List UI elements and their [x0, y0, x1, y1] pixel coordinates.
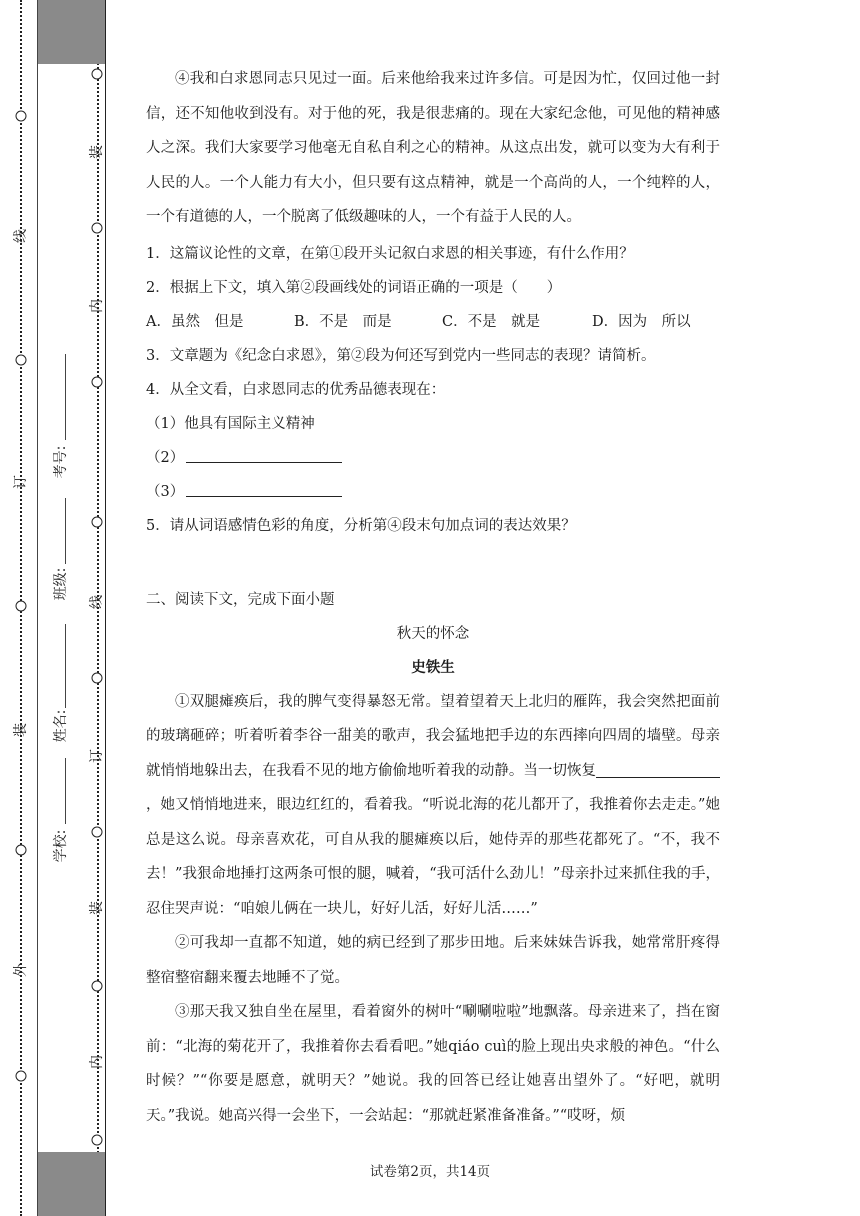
answer-blank[interactable] — [186, 482, 342, 497]
question-5: 5．请从词语感情色彩的角度，分析第④段末句加点词的表达效果？ — [146, 517, 576, 534]
passage1-paragraph-4: ④我和白求恩同志只见过一面。后来他给我来过许多信。可是因为忙，仅回过他一封信，还不知他收到没有。对于他的死，我是很悲痛的。现在大家纪念他，可见他的精神感人之深。我们大家要学习他毫无自私自利之心的精神。从这点出发，就可以变为大有利于人民的人。一个人能力有大小，但只要有这点精神，就是一个高尚的人，一个纯粹的人，一个有道德的人，一个脱离了低级趣味的人，一个有益于人民的人。 — [146, 71, 720, 225]
item-label: （2） — [146, 449, 185, 466]
option-c[interactable]: C．不是 就是 — [442, 313, 541, 330]
name-label: 姓名: — [53, 709, 69, 743]
binding-circle — [16, 1071, 27, 1082]
question-1: 1．这篇议论性的文章，在第①段开头记叙白求恩的相关事迹，有什么作用？ — [146, 245, 634, 262]
gray-bar-top — [37, 0, 105, 64]
passage2-paragraph-3: ③那天我又独自坐在屋里，看着窗外的树叶“唰唰啦啦”地飘落。母亲进来了，挡在窗前：“北海的菊花开了，我推着你去看看吧。”她qiáo cuì的脸上现出央求般的神色。“什么时候？”“你要是愿意，就明天？”她说。我的回答已经让她喜出望外了。“好吧，就明天。”我说。她高兴得一会坐下，一会站起：“那就赶紧准备准备。”“哎呀，烦 — [146, 1004, 720, 1124]
passage2-paragraph-2: ②可我却一直都不知道，她的病已经到了那步田地。后来妹妹告诉我，她常常肝疼得整宿整宿翻来覆去地睡不了觉。 — [146, 935, 720, 986]
section-2-heading: 二、阅读下文，完成下面小题 — [146, 591, 335, 608]
paragraph-text: ①双腿瘫痪后，我的脾气变得暴怒无常。望着望着天上北归的雁阵，我会突然把面前的玻璃砸碎；听着听着李谷一甜美的歌声，我会猛地把手边的东西摔向四周的墙壁。母亲就悄悄地躲出去，在我看不见的地方偷偷地听着我的动静。当一切恢复 — [146, 693, 720, 779]
option-a[interactable]: A．虽然 但是 — [146, 313, 244, 330]
binding-circle — [92, 517, 103, 528]
question-4-item-2 — [146, 441, 720, 475]
question-2: 2．根据上下文，填入第②段画线处的词语正确的一项是（ ） — [146, 279, 562, 296]
answer-blank[interactable] — [186, 448, 342, 463]
binding-margin — [0, 0, 120, 1216]
binding-circle — [92, 981, 103, 992]
binding-solid-rule — [105, 0, 106, 1216]
binding-mark-zhuang: 装 — [13, 723, 29, 737]
binding-mark-xian: 线 — [13, 229, 29, 243]
binding-circle — [16, 845, 27, 856]
option-b[interactable]: B．不是 而是 — [294, 313, 392, 330]
question-2-options — [146, 305, 720, 339]
item-label: （3） — [146, 483, 185, 500]
question-4: 4．从全文看，白求恩同志的优秀品德表现在： — [146, 381, 446, 398]
fill-in-blank[interactable] — [596, 763, 720, 778]
school-field[interactable] — [65, 758, 66, 824]
paragraph-text: ，她又悄悄地进来，眼边红红的，看着我。“听说北海的花儿都开了，我推着你去走走。”她总是这么说。母亲喜欢花，可自从我的腿瘫痪以后，她侍弄的那些花都死了。“不，我不去！”我狠命地捶打这两条可恨的腿，喊着，“我可活什么劲儿！”母亲扑过来抓住我的手，忍住哭声说：“咱娘儿俩在一块儿，好好儿活，好好儿活……” — [146, 797, 720, 917]
passage-title: 秋天的怀念 — [396, 625, 470, 642]
binding-circle — [92, 223, 103, 234]
school-label: 学校: — [53, 829, 69, 863]
binding-circle — [16, 355, 27, 366]
exam-no-label: 考号: — [53, 445, 69, 479]
exam-no-field[interactable] — [65, 354, 66, 440]
binding-thin-rule — [37, 0, 38, 1216]
binding-mark-ding: 订 — [13, 475, 29, 489]
binding-mark-xian: 线 — [89, 595, 105, 609]
question-4-item-3 — [146, 475, 720, 509]
binding-mark-nei: 内 — [89, 299, 105, 313]
binding-circle — [92, 827, 103, 838]
binding-circle — [16, 111, 27, 122]
page-content — [146, 62, 720, 1133]
page-footer: 试卷第2页，共14页 — [369, 1164, 491, 1180]
binding-circle — [92, 673, 103, 684]
question-4-item-1: （1）他具有国际主义精神 — [146, 415, 315, 432]
binding-circle — [92, 69, 103, 80]
binding-circle — [92, 377, 103, 388]
binding-circle — [16, 601, 27, 612]
name-field[interactable] — [65, 624, 66, 708]
passage-author: 史铁生 — [411, 658, 455, 676]
binding-mark-zhuang: 装 — [89, 901, 105, 915]
binding-mark-wai: 外 — [13, 963, 29, 977]
binding-circle — [92, 1135, 103, 1146]
binding-mark-zhuang: 装 — [89, 145, 105, 159]
question-3: 3．文章题为《纪念白求恩》，第②段为何还写到党内一些同志的表现？请简析。 — [146, 347, 656, 364]
option-d[interactable]: D．因为 所以 — [592, 313, 691, 330]
passage2-paragraph-1 — [146, 685, 720, 927]
class-label: 班级: — [53, 567, 69, 601]
binding-mark-ding: 订 — [89, 749, 105, 763]
binding-mark-nei: 内 — [89, 1055, 105, 1069]
class-field[interactable] — [65, 498, 66, 564]
